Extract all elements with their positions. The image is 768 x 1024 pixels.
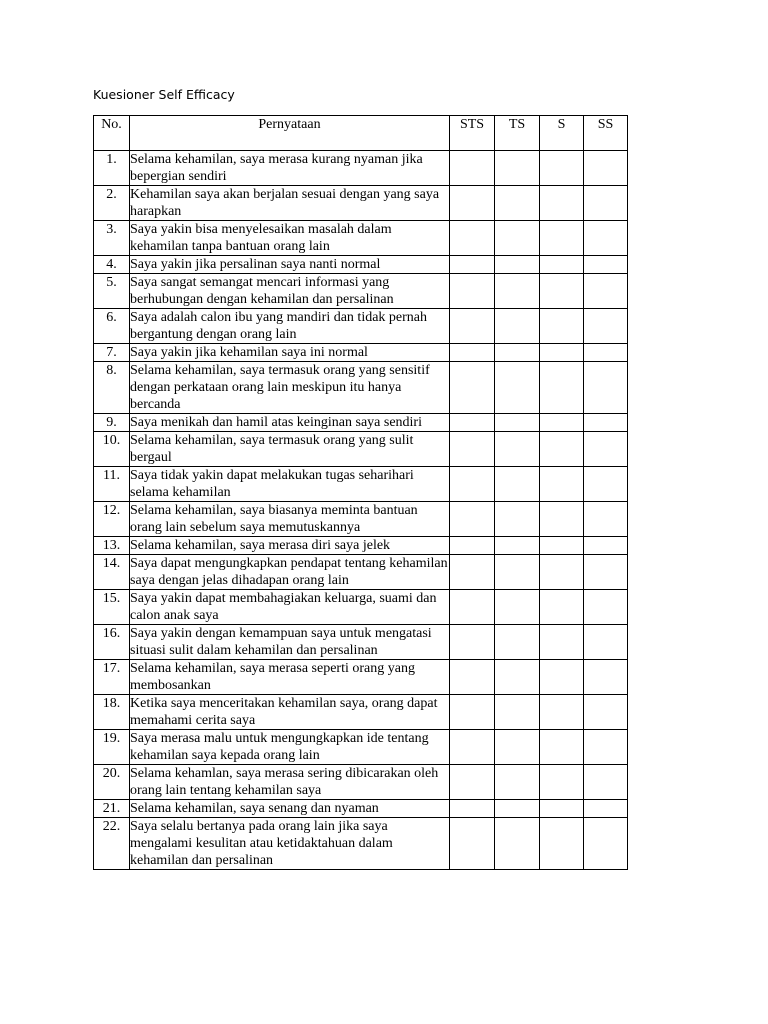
answer-cell-sts[interactable] xyxy=(450,151,495,186)
table-row xyxy=(94,695,628,730)
statement-cell: Saya tidak yakin dapat melakukan tugas seharihari selama kehamilan xyxy=(130,467,450,502)
answer-cell-ts[interactable] xyxy=(495,730,540,765)
statement-cell: Selama kehamilan, saya senang dan nyaman xyxy=(130,800,450,818)
answer-cell-ss[interactable] xyxy=(584,186,628,221)
answer-cell-sts[interactable] xyxy=(450,256,495,274)
table-row xyxy=(94,818,628,870)
answer-cell-ss[interactable] xyxy=(584,800,628,818)
table-row xyxy=(94,344,628,362)
answer-cell-ts[interactable] xyxy=(495,344,540,362)
table-row xyxy=(94,537,628,555)
header-row xyxy=(94,116,628,151)
statement-cell: Saya yakin dengan kemampuan saya untuk mengatasi situasi sulit dalam kehamilan dan persalinan xyxy=(130,625,450,660)
statement-cell: Saya yakin bisa menyelesaikan masalah dalam kehamilan tanpa bantuan orang lain xyxy=(130,221,450,256)
table-row xyxy=(94,432,628,467)
statement-cell: Saya menikah dan hamil atas keinginan saya sendiri xyxy=(130,414,450,432)
answer-cell-s[interactable] xyxy=(540,309,584,344)
answer-cell-ts[interactable] xyxy=(495,537,540,555)
answer-cell-ts[interactable] xyxy=(495,274,540,309)
statement-cell: Selama kehamilan, saya merasa seperti orang yang membosankan xyxy=(130,660,450,695)
answer-cell-ts[interactable] xyxy=(495,695,540,730)
answer-cell-s[interactable] xyxy=(540,414,584,432)
answer-cell-sts[interactable] xyxy=(450,555,495,590)
header-statement: Pernyataan xyxy=(130,116,450,151)
answer-cell-ss[interactable] xyxy=(584,414,628,432)
answer-cell-ss[interactable] xyxy=(584,467,628,502)
answer-cell-ss[interactable] xyxy=(584,432,628,467)
answer-cell-ss[interactable] xyxy=(584,344,628,362)
answer-cell-sts[interactable] xyxy=(450,625,495,660)
table-row xyxy=(94,362,628,414)
answer-cell-ts[interactable] xyxy=(495,625,540,660)
answer-cell-s[interactable] xyxy=(540,502,584,537)
answer-cell-ts[interactable] xyxy=(495,590,540,625)
answer-cell-ss[interactable] xyxy=(584,695,628,730)
row-number: 3. xyxy=(94,221,130,256)
row-number: 6. xyxy=(94,309,130,344)
row-number: 9. xyxy=(94,414,130,432)
table-row xyxy=(94,590,628,625)
answer-cell-ts[interactable] xyxy=(495,151,540,186)
header-ss: SS xyxy=(584,116,628,151)
table-row xyxy=(94,151,628,186)
statement-cell: Selama kehamilan, saya termasuk orang yang sulit bergaul xyxy=(130,432,450,467)
row-number: 12. xyxy=(94,502,130,537)
answer-cell-sts[interactable] xyxy=(450,502,495,537)
answer-cell-ts[interactable] xyxy=(495,555,540,590)
answer-cell-sts[interactable] xyxy=(450,432,495,467)
answer-cell-sts[interactable] xyxy=(450,590,495,625)
answer-cell-sts[interactable] xyxy=(450,186,495,221)
answer-cell-ss[interactable] xyxy=(584,502,628,537)
answer-cell-s[interactable] xyxy=(540,467,584,502)
table-row xyxy=(94,660,628,695)
answer-cell-sts[interactable] xyxy=(450,765,495,800)
answer-cell-sts[interactable] xyxy=(450,309,495,344)
answer-cell-ss[interactable] xyxy=(584,221,628,256)
answer-cell-s[interactable] xyxy=(540,362,584,414)
statement-cell: Saya selalu bertanya pada orang lain jika saya mengalami kesulitan atau ketidaktahuan dalam kehamilan dan persalinan xyxy=(130,818,450,870)
statement-cell: Saya adalah calon ibu yang mandiri dan tidak pernah bergantung dengan orang lain xyxy=(130,309,450,344)
answer-cell-sts[interactable] xyxy=(450,730,495,765)
statement-cell: Saya yakin dapat membahagiakan keluarga, suami dan calon anak saya xyxy=(130,590,450,625)
answer-cell-sts[interactable] xyxy=(450,660,495,695)
answer-cell-s[interactable] xyxy=(540,800,584,818)
answer-cell-s[interactable] xyxy=(540,344,584,362)
row-number: 4. xyxy=(94,256,130,274)
answer-cell-s[interactable] xyxy=(540,274,584,309)
row-number: 7. xyxy=(94,344,130,362)
answer-cell-sts[interactable] xyxy=(450,362,495,414)
statement-cell: Saya yakin jika kehamilan saya ini normal xyxy=(130,344,450,362)
table-row xyxy=(94,800,628,818)
table-row xyxy=(94,274,628,309)
row-number: 8. xyxy=(94,362,130,414)
answer-cell-ts[interactable] xyxy=(495,309,540,344)
answer-cell-sts[interactable] xyxy=(450,800,495,818)
answer-cell-sts[interactable] xyxy=(450,344,495,362)
statement-cell: Selama kehamilan, saya merasa diri saya jelek xyxy=(130,537,450,555)
answer-cell-s[interactable] xyxy=(540,818,584,870)
answer-cell-s[interactable] xyxy=(540,537,584,555)
table-row xyxy=(94,730,628,765)
answer-cell-ss[interactable] xyxy=(584,274,628,309)
answer-cell-ss[interactable] xyxy=(584,765,628,800)
answer-cell-s[interactable] xyxy=(540,660,584,695)
table-row xyxy=(94,625,628,660)
answer-cell-ss[interactable] xyxy=(584,660,628,695)
statement-cell: Saya sangat semangat mencari informasi yang berhubungan dengan kehamilan dan persalinan xyxy=(130,274,450,309)
statement-cell: Saya yakin jika persalinan saya nanti normal xyxy=(130,256,450,274)
answer-cell-s[interactable] xyxy=(540,555,584,590)
row-number: 13. xyxy=(94,537,130,555)
row-number: 18. xyxy=(94,695,130,730)
table-row xyxy=(94,309,628,344)
answer-cell-s[interactable] xyxy=(540,151,584,186)
table-row xyxy=(94,186,628,221)
header-ts: TS xyxy=(495,116,540,151)
answer-cell-ss[interactable] xyxy=(584,362,628,414)
answer-cell-ts[interactable] xyxy=(495,818,540,870)
statement-cell: Ketika saya menceritakan kehamilan saya, orang dapat memahami cerita saya xyxy=(130,695,450,730)
answer-cell-sts[interactable] xyxy=(450,274,495,309)
row-number: 15. xyxy=(94,590,130,625)
row-number: 1. xyxy=(94,151,130,186)
answer-cell-ss[interactable] xyxy=(584,256,628,274)
answer-cell-ts[interactable] xyxy=(495,502,540,537)
row-number: 21. xyxy=(94,800,130,818)
answer-cell-ts[interactable] xyxy=(495,362,540,414)
header-sts: STS xyxy=(450,116,495,151)
row-number: 11. xyxy=(94,467,130,502)
answer-cell-ss[interactable] xyxy=(584,537,628,555)
answer-cell-ss[interactable] xyxy=(584,818,628,870)
answer-cell-sts[interactable] xyxy=(450,467,495,502)
answer-cell-s[interactable] xyxy=(540,765,584,800)
answer-cell-ts[interactable] xyxy=(495,221,540,256)
answer-cell-ts[interactable] xyxy=(495,432,540,467)
answer-cell-ts[interactable] xyxy=(495,414,540,432)
questionnaire-table xyxy=(93,115,628,870)
answer-cell-s[interactable] xyxy=(540,256,584,274)
answer-cell-ss[interactable] xyxy=(584,555,628,590)
answer-cell-sts[interactable] xyxy=(450,695,495,730)
answer-cell-s[interactable] xyxy=(540,432,584,467)
answer-cell-s[interactable] xyxy=(540,695,584,730)
table-row xyxy=(94,467,628,502)
answer-cell-s[interactable] xyxy=(540,730,584,765)
answer-cell-ts[interactable] xyxy=(495,660,540,695)
statement-cell: Selama kehamilan, saya merasa kurang nyaman jika bepergian sendiri xyxy=(130,151,450,186)
answer-cell-ts[interactable] xyxy=(495,765,540,800)
statement-cell: Kehamilan saya akan berjalan sesuai dengan yang saya harapkan xyxy=(130,186,450,221)
answer-cell-s[interactable] xyxy=(540,625,584,660)
table-row xyxy=(94,414,628,432)
header-s: S xyxy=(540,116,584,151)
row-number: 14. xyxy=(94,555,130,590)
answer-cell-ss[interactable] xyxy=(584,151,628,186)
table-row xyxy=(94,555,628,590)
row-number: 19. xyxy=(94,730,130,765)
answer-cell-ss[interactable] xyxy=(584,309,628,344)
statement-cell: Selama kehamilan, saya termasuk orang yang sensitif dengan perkataan orang lain meskipun itu hanya bercanda xyxy=(130,362,450,414)
answer-cell-sts[interactable] xyxy=(450,221,495,256)
row-number: 2. xyxy=(94,186,130,221)
answer-cell-ts[interactable] xyxy=(495,467,540,502)
row-number: 10. xyxy=(94,432,130,467)
answer-cell-ts[interactable] xyxy=(495,186,540,221)
table-row xyxy=(94,765,628,800)
row-number: 16. xyxy=(94,625,130,660)
document-title: Kuesioner Self Efficacy xyxy=(93,87,235,102)
answer-cell-ts[interactable] xyxy=(495,800,540,818)
answer-cell-sts[interactable] xyxy=(450,414,495,432)
answer-cell-ss[interactable] xyxy=(584,590,628,625)
table-row xyxy=(94,221,628,256)
header-no: No. xyxy=(94,116,130,151)
answer-cell-sts[interactable] xyxy=(450,537,495,555)
answer-cell-ss[interactable] xyxy=(584,730,628,765)
statement-cell: Saya dapat mengungkapkan pendapat tentang kehamilan saya dengan jelas dihadapan orang lain xyxy=(130,556,448,588)
table-row xyxy=(94,256,628,274)
statement-cell: Selama kehamilan, saya biasanya meminta bantuan orang lain sebelum saya memutuskannya xyxy=(130,502,450,537)
row-number: 22. xyxy=(94,818,130,870)
statement-cell: Saya merasa malu untuk mengungkapkan ide tentang kehamilan saya kepada orang lain xyxy=(130,730,450,765)
row-number: 5. xyxy=(94,274,130,309)
row-number: 17. xyxy=(94,660,130,695)
answer-cell-sts[interactable] xyxy=(450,818,495,870)
answer-cell-s[interactable] xyxy=(540,590,584,625)
answer-cell-s[interactable] xyxy=(540,186,584,221)
statement-cell: Selama kehamlan, saya merasa sering dibicarakan oleh orang lain tentang kehamilan saya xyxy=(130,765,450,800)
answer-cell-ts[interactable] xyxy=(495,256,540,274)
answer-cell-ss[interactable] xyxy=(584,625,628,660)
row-number: 20. xyxy=(94,765,130,800)
answer-cell-s[interactable] xyxy=(540,221,584,256)
table-row xyxy=(94,502,628,537)
